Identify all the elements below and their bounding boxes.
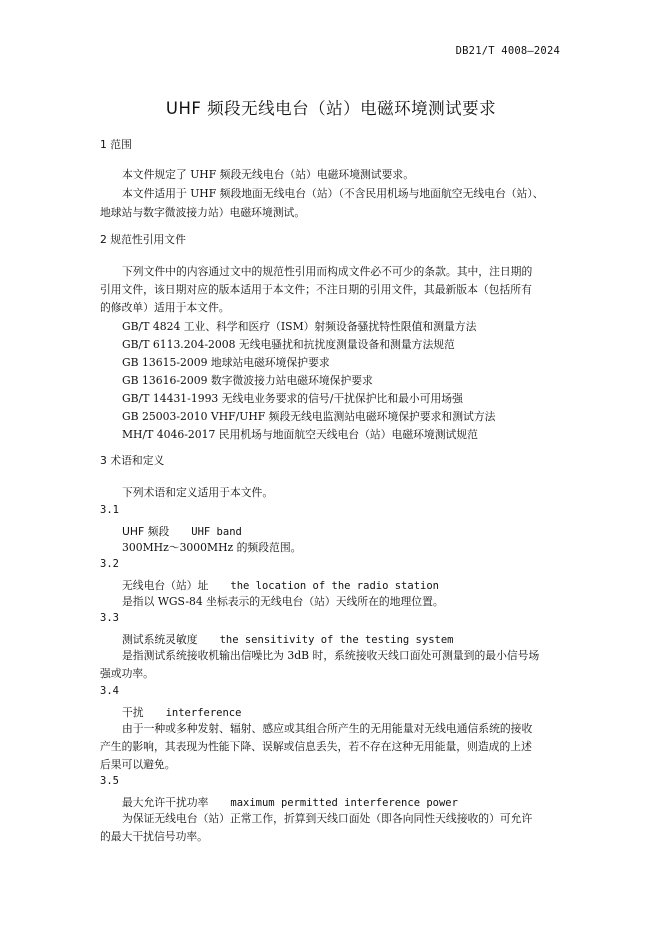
term-en: the sensitivity of the testing system: [219, 634, 454, 646]
term-number: 3.5: [100, 775, 119, 787]
section-2-intro-line-1: 下列文件中的内容通过文中的规范性引用而构成文件必不可少的条款。其中，注日期的: [122, 265, 533, 278]
reference-item: GB/T 4824 工业、科学和医疗（ISM）射频设备骚扰特性限值和测量方法: [122, 320, 477, 333]
term-number: 3.2: [100, 558, 119, 570]
term-zh: 无线电台（站）址: [122, 579, 209, 592]
term-en: maximum permitted interference power: [230, 797, 458, 809]
reference-item: GB 25003-2010 VHF/UHF 频段无线电监测站电磁环境保护要求和测试方法: [122, 410, 496, 423]
term-en: the location of the radio station: [230, 580, 439, 592]
section-1-paragraph-1: 本文件规定了 UHF 频段无线电台（站）电磁环境测试要求。: [122, 168, 414, 181]
term-title: [122, 522, 242, 540]
document-title: UHF 频段无线电台（站）电磁环境测试要求: [165, 99, 497, 118]
term-definition: 的最大干扰信号功率。: [100, 830, 208, 843]
term-definition: 由于一种或多种发射、辐射、感应或其组合所产生的无用能量对无线电通信系统的接收: [122, 722, 533, 735]
term-definition: 后果可以避免。: [100, 758, 176, 771]
section-2-intro-line-3: 的修改单）适用于本文件。: [100, 301, 230, 314]
section-1-paragraph-2-line-2: 地球站与数字微波接力站）电磁环境测试。: [100, 206, 306, 219]
section-3-heading: 3 术语和定义: [100, 454, 165, 467]
term-en: UHF band: [191, 526, 242, 538]
term-definition: 是指测试系统接收机输出信噪比为 3dB 时，系统接收天线口面处可测量到的最小信号场: [122, 649, 540, 662]
term-title: [122, 793, 458, 811]
term-definition: 300MHz～3000MHz 的频段范围。: [122, 541, 302, 554]
term-definition: 强或功率。: [100, 667, 154, 680]
term-title: [122, 630, 453, 648]
term-definition: 是指以 WGS-84 坐标表示的无线电台（站）天线所在的地理位置。: [122, 595, 444, 608]
reference-item: GB/T 6113.204-2008 无线电骚扰和抗扰度测量设备和测量方法规范: [122, 338, 455, 351]
term-zh: 测试系统灵敏度: [122, 633, 198, 646]
section-1-paragraph-2-line-1: 本文件适用于 UHF 频段地面无线电台（站）（不含民用机场与地面航空无线电台（站）、: [122, 187, 544, 200]
term-en: interference: [165, 707, 242, 719]
term-zh: 最大允许干扰功率: [122, 796, 209, 809]
section-2-intro-line-2: 引用文件，该日期对应的版本适用于本文件；不注日期的引用文件，其最新版本（包括所有: [100, 283, 532, 296]
term-definition: 产生的影响，其表现为性能下降、误解或信息丢失，若不存在这种无用能量，则造成的上述: [100, 740, 532, 753]
term-number: 3.3: [100, 612, 119, 624]
reference-item: GB 13616-2009 数字微波接力站电磁环境保护要求: [122, 374, 373, 387]
term-title: [122, 576, 439, 594]
document-code: DB21/T 4008—2024: [455, 45, 560, 57]
term-zh: 干扰: [122, 706, 144, 719]
reference-item: MH/T 4046-2017 民用机场与地面航空天线电台（站）电磁环境测试规范: [122, 428, 478, 441]
section-1-heading: 1 范围: [100, 138, 132, 151]
section-2-heading: 2 规范性引用文件: [100, 233, 186, 246]
term-definition: 为保证无线电台（站）正常工作，折算到天线口面处（即各向同性天线接收的）可允许: [122, 812, 533, 825]
section-3-intro: 下列术语和定义适用于本文件。: [122, 486, 274, 499]
term-number: 3.4: [100, 685, 119, 697]
term-number: 3.1: [100, 504, 119, 516]
reference-item: GB/T 14431-1993 无线电业务要求的信号/干扰保护比和最小可用场强: [122, 392, 463, 405]
reference-item: GB 13615-2009 地球站电磁环境保护要求: [122, 356, 330, 369]
term-title: [122, 703, 241, 721]
term-zh: UHF 频段: [122, 525, 170, 538]
